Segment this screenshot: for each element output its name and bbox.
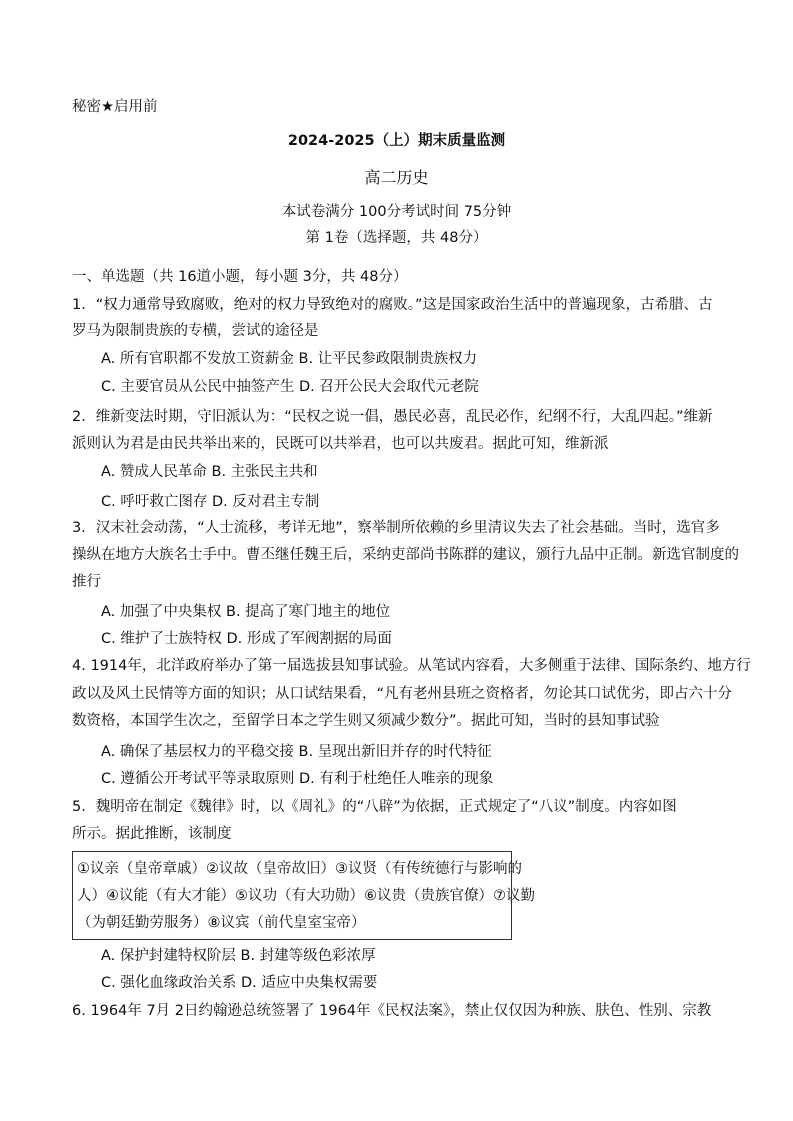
question-4-options-ab: A. 确保了基层权力的平稳交接 B. 呈现出新旧并存的时代特征 (101, 744, 492, 760)
question-4-options-cd: C. 遵循公开考试平等录取原则 D. 有利于杜绝任人唯亲的现象 (101, 771, 494, 787)
question-1-options-ab: A. 所有官职都不发放工资薪金 B. 让平民参政限制贵族权力 (101, 351, 478, 367)
question-3-line-2: 操纵在地方大族名士手中。曹丕继任魏王后，采纳吏部尚书陈群的建议，颁行九品中正制。新选官制度的 (72, 547, 739, 563)
exam-info: 本试卷满分 100分考试时间 75分钟 (281, 204, 512, 220)
box-line-3: （为朝廷勤劳服务）⑧议宾（前代皇室宝帝） (77, 915, 366, 931)
question-2-line-2: 派则认为君是由民共举出来的，民既可以共举君，也可以共废君。据此可知，维新派 (72, 436, 609, 452)
question-4-line-1: 4. 1914年，北洋政府举办了第一届选拔县知事试验。从笔试内容看，大多侧重于法律、国际条约、地方行 (72, 658, 751, 674)
question-2-line-1: 2．维新变法时期，守旧派认为：“民权之说一倡，愚民必喜，乱民必作，纪纲不行，大乱四起。”维新 (72, 409, 713, 425)
question-5-options-ab: A. 保护封建特权阶层 B. 封建等级色彩浓厚 (101, 948, 376, 964)
question-1-line-1: 1．“权力通常导致腐败，绝对的权力导致绝对的腐败。”这是国家政治生活中的普遍现象，古希腊、古 (72, 297, 713, 313)
question-1-line-2: 罗马为限制贵族的专横，尝试的途径是 (72, 323, 319, 339)
question-5-line-2: 所示。据此推断，该制度 (72, 826, 232, 842)
subject-title: 高二历史 (364, 168, 429, 187)
box-line-1: ①议亲（皇帝章戚）②议故（皇帝故旧）③议贤（有传统德行与影响的 (77, 861, 522, 877)
secret-label: 秘密★启用前 (72, 99, 158, 115)
exam-title: 2024-2025（上）期末质量监测 (287, 133, 506, 149)
question-3-options-cd: C. 维护了士族特权 D. 形成了军阀割据的局面 (101, 631, 392, 647)
question-2-options-ab: A. 赞成人民革命 B. 主张民主共和 (101, 464, 318, 480)
eight-deliberations-box (72, 851, 535, 940)
question-1-options-cd: C. 主要官员从公民中抽签产生 D. 召开公民大会取代元老院 (101, 379, 479, 395)
question-3-options-ab: A. 加强了中央集权 B. 提高了寒门地主的地位 (101, 604, 391, 620)
question-3-line-3: 推行 (72, 574, 101, 590)
question-3-line-1: 3．汉末社会动荡，“人士流移，考详无地”，察举制所依赖的乡里清议失去了社会基础。当时，选官多 (72, 520, 720, 536)
question-4-line-3: 数资格，本国学生次之，至留学日本之学生则又须减少数分”。据此可知，当时的县知事试验 (72, 713, 660, 729)
question-2-options-cd: C. 呼吁救亡图存 D. 反对君主专制 (101, 494, 320, 510)
question-6-line-1: 6. 1964年 7月 2日约翰逊总统签署了 1964年《民权法案》，禁止仅仅因为种族、肤色、性别、宗教 (72, 1003, 712, 1019)
part-title: 第 1卷（选择题，共 48分） (305, 230, 488, 246)
section-heading: 一、单选题（共 16道小题，每小题 3分，共 48分） (72, 269, 408, 285)
question-5-line-1: 5．魏明帝在制定《魏律》时，以《周礼》的“八辟”为依据，正式规定了“八议”制度。内容如图 (72, 799, 677, 815)
box-line-2: 人）④议能（有大才能）⑤议功（有大功勋）⑥议贵（贵族官僚）⑦议勤 (77, 888, 535, 904)
question-4-line-2: 政以及风土民情等方面的知识；从口试结果看，“凡有老州县班之资格者，勿论其口试优劣，即占六十分 (72, 686, 733, 702)
question-5-options-cd: C. 强化血缘政治关系 D. 适应中央集权需要 (101, 975, 378, 991)
